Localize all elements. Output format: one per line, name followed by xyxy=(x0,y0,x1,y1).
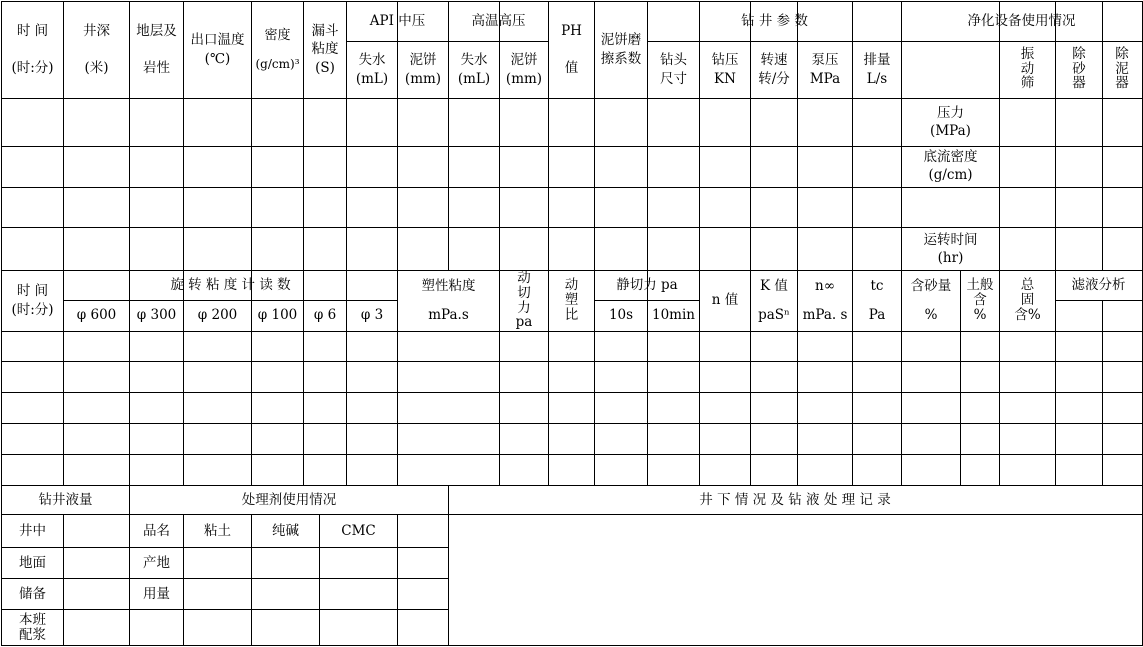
sand-content-header xyxy=(902,271,960,330)
gel-10min-header: 10min xyxy=(652,307,695,324)
runtime-label: 运转时间 (hr) xyxy=(923,231,978,266)
grid-line-h xyxy=(1,454,1143,455)
cake-friction-header: 泥饼磨 擦系数 xyxy=(600,32,642,67)
yp-pv-ratio-header: 动 塑 比 xyxy=(564,277,579,323)
tc-label: tc xyxy=(870,277,884,294)
grid-line-h xyxy=(1,547,449,548)
filtrate-analysis-header: 滤液分析 xyxy=(1071,277,1126,294)
usage-label: 用量 xyxy=(143,585,170,602)
mud-volume-header: 钻井液量 xyxy=(38,491,93,508)
phi200-header: φ 200 xyxy=(197,307,238,324)
api-filtrate-header: 失水 (mL) xyxy=(355,52,389,87)
tc-unit: Pa xyxy=(868,307,886,324)
flow-rate-header: 排量 L/s xyxy=(863,52,891,87)
grid-line-h xyxy=(1,578,449,579)
outlet-temp-unit: (℃) xyxy=(204,50,231,67)
additive-usage-header: 处理剂使用情况 xyxy=(241,491,337,508)
grid-line-v xyxy=(397,514,398,646)
grid-line-h xyxy=(1,361,1143,362)
surface-label: 地面 xyxy=(19,554,46,571)
time-header-2: 时 间 (时:分) xyxy=(11,283,54,318)
grid-line-h xyxy=(1,331,1143,332)
funnel-viscosity-header: 漏斗 粘度 (S) xyxy=(311,23,339,76)
k-value-unit: paSⁿ xyxy=(758,307,790,324)
hthp-cake-header: 泥饼 (mm) xyxy=(505,52,543,87)
rpm-header: 转速 转/分 xyxy=(758,52,790,87)
wob-header: 钻压 KN xyxy=(711,52,739,87)
outlet-temp-label: 出口温度 xyxy=(190,32,245,49)
yield-point-header: 动 切 力 pa xyxy=(515,269,533,331)
grid-line-h xyxy=(1,392,1143,393)
gel-strength-header: 静切力 pa xyxy=(616,277,678,294)
depth-header: 井深 (米) xyxy=(83,23,110,76)
underflow-density-label: 底流密度 (g/cm) xyxy=(923,148,978,183)
sand-content-unit: % xyxy=(924,307,938,324)
phi100-header: φ 100 xyxy=(257,307,298,324)
in-hole-label: 井中 xyxy=(19,522,46,539)
shaker-header: 振 动 筛 xyxy=(1020,45,1035,92)
tc-header xyxy=(853,271,901,330)
pump-pressure-header: 泵压 MPa xyxy=(809,52,841,87)
total-solids-header: 总 固 含% xyxy=(1014,277,1041,323)
plastic-viscosity-unit: mPa.s xyxy=(428,307,469,324)
phi300-header: φ 300 xyxy=(136,307,177,324)
soda-ash-label: 纯碱 xyxy=(272,522,299,539)
grid-line-h xyxy=(1,423,1143,424)
grid-line-h xyxy=(1,98,64,99)
ph-header: PH 值 xyxy=(561,23,582,76)
clay-content-header: 土般 含 % xyxy=(966,277,994,323)
n-inf-unit: mPa. s xyxy=(802,307,848,324)
grid-line-v xyxy=(63,514,64,646)
pressure-label: 压力 (MPa) xyxy=(930,104,971,139)
product-name-label: 品名 xyxy=(143,522,170,539)
gel-10s-header: 10s xyxy=(608,307,634,324)
api-cake-header: 泥饼 (mm) xyxy=(404,52,442,87)
storage-label: 储备 xyxy=(19,585,46,602)
hthp-filtrate-header: 失水 (mL) xyxy=(457,52,491,87)
shift-mix-label: 本班 配浆 xyxy=(19,611,46,643)
grid-line-h xyxy=(1,645,1143,646)
desander-header: 除 砂 器 xyxy=(1072,45,1086,92)
origin-label: 产地 xyxy=(143,554,170,571)
downhole-record-header: 井 下 情 况 及 钻 液 处 理 记 录 xyxy=(699,491,891,508)
rotational-viscometer-header: 旋 转 粘 度 计 读 数 xyxy=(170,277,291,294)
desilter-header: 除 泥 器 xyxy=(1115,45,1129,92)
sand-content-label: 含砂量 xyxy=(910,277,952,294)
outlet-temp-header xyxy=(184,2,251,97)
cmc-label: CMC xyxy=(341,522,376,539)
k-value-header xyxy=(751,271,797,330)
phi6-header: φ 6 xyxy=(313,307,337,324)
hthp-group-header: 高温高压 xyxy=(471,13,526,30)
k-value-label: K 值 xyxy=(760,277,788,294)
api-group-header: API 中压 xyxy=(369,13,426,30)
density-header xyxy=(252,2,303,97)
density-unit: (g/cm)³ xyxy=(255,57,300,72)
bit-size-header: 钻头 尺寸 xyxy=(660,52,687,87)
grid-line-v xyxy=(1102,300,1103,486)
n-inf-label: n∞ xyxy=(815,277,835,294)
bentonite-label: 粘土 xyxy=(204,522,231,539)
formation-header: 地层及 岩性 xyxy=(136,23,177,76)
solids-control-header: 净化设备使用情况 xyxy=(967,13,1076,30)
plastic-viscosity-header xyxy=(398,271,499,330)
time-header: 时 间 (时:分) xyxy=(11,23,54,76)
phi600-header: φ 600 xyxy=(76,307,117,324)
n-inf-header xyxy=(798,271,852,330)
density-label: 密度 xyxy=(264,27,291,43)
n-value-header: n 值 xyxy=(711,292,739,309)
grid-line-h xyxy=(1,609,449,610)
phi3-header: φ 3 xyxy=(360,307,384,324)
drilling-params-header: 钻 井 参 数 xyxy=(741,13,808,30)
grid-line-h xyxy=(1055,300,1143,301)
grid-line-h xyxy=(1,187,1143,188)
plastic-viscosity-label: 塑性粘度 xyxy=(421,277,476,294)
